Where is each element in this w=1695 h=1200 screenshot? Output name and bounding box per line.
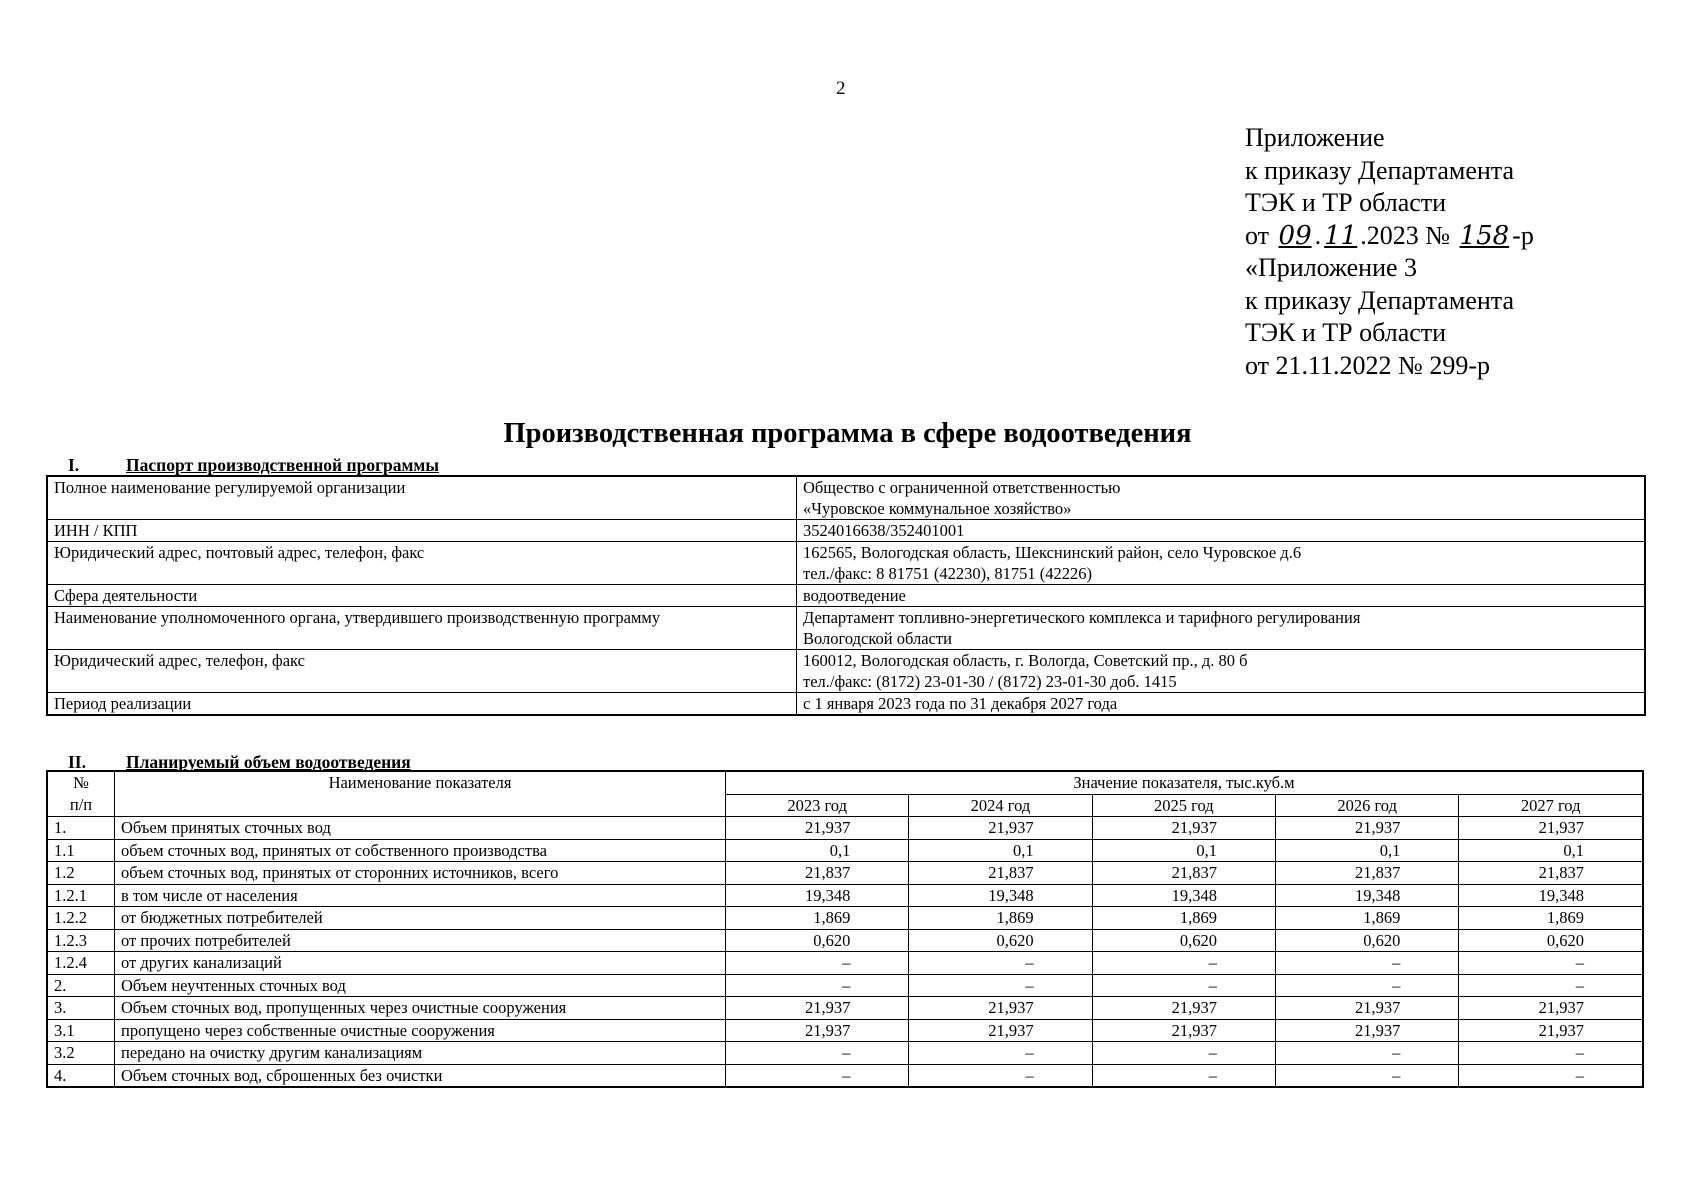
value-cell: 21,937 xyxy=(1092,817,1275,840)
value-cell: – xyxy=(726,952,909,975)
year-header: 2026 год xyxy=(1275,794,1458,817)
passport-value-line: с 1 января 2023 года по 31 декабря 2027 года xyxy=(803,694,1118,713)
value-cell: – xyxy=(909,1064,1092,1087)
passport-row xyxy=(47,520,1645,542)
value-cell: – xyxy=(726,1042,909,1065)
value-cell: – xyxy=(1275,974,1458,997)
passport-value xyxy=(797,693,1646,716)
col-header-no-line: № xyxy=(73,773,89,792)
value-cell: 21,937 xyxy=(1275,1019,1458,1042)
order-month-handwritten: 11 xyxy=(1324,220,1358,251)
appendix-header xyxy=(1245,122,1534,382)
volume-table xyxy=(46,770,1644,1088)
value-cell: 21,937 xyxy=(909,1019,1092,1042)
volume-row xyxy=(47,974,1643,997)
value-cell: – xyxy=(1459,1064,1643,1087)
value-cell: 21,937 xyxy=(909,817,1092,840)
indicator-name: передано на очистку другим канализациям xyxy=(115,1042,726,1065)
passport-row xyxy=(47,476,1645,520)
page-number: 2 xyxy=(836,78,846,99)
value-cell: 1,869 xyxy=(1275,907,1458,930)
section-number: II. xyxy=(68,752,86,772)
appendix-line: к приказу Департамента xyxy=(1245,155,1515,185)
value-cell: – xyxy=(1275,1064,1458,1087)
passport-value-line: водоотведение xyxy=(803,586,906,605)
value-cell: 21,937 xyxy=(909,997,1092,1020)
indicator-name: в том числе от населения xyxy=(115,884,726,907)
value-cell: 21,937 xyxy=(1459,997,1643,1020)
passport-row xyxy=(47,542,1645,585)
value-cell: 0,1 xyxy=(1275,839,1458,862)
value-cell: – xyxy=(909,1042,1092,1065)
value-cell: 19,348 xyxy=(1275,884,1458,907)
passport-value xyxy=(797,585,1646,607)
value-cell: – xyxy=(1092,974,1275,997)
appendix-line: ТЭК и ТР области xyxy=(1245,318,1447,347)
section-title: Паспорт производственной программы xyxy=(126,455,440,475)
indicator-name: Объем принятых сточных вод xyxy=(115,817,726,840)
value-cell: – xyxy=(726,1064,909,1087)
order-suffix: -р xyxy=(1512,220,1534,250)
passport-row xyxy=(47,650,1645,693)
passport-value-line: тел./факс: 8 81751 (42230), 81751 (42226) xyxy=(803,564,1092,583)
passport-value xyxy=(797,542,1646,585)
indicator-name: пропущено через собственные очистные сооружения xyxy=(115,1019,726,1042)
value-cell: 0,1 xyxy=(1459,839,1643,862)
volume-row xyxy=(47,862,1643,885)
passport-table xyxy=(46,475,1646,716)
passport-value xyxy=(797,520,1646,542)
passport-row xyxy=(47,607,1645,650)
value-cell: – xyxy=(909,952,1092,975)
value-cell: – xyxy=(1459,952,1643,975)
appendix-order-line xyxy=(1245,220,1534,253)
volume-row xyxy=(47,997,1643,1020)
col-header-no xyxy=(47,771,115,817)
row-number: 1.2.3 xyxy=(47,929,115,952)
year-header: 2023 год xyxy=(726,794,909,817)
appendix-line: от 21.11.2022 № 299-р xyxy=(1245,350,1491,380)
indicator-name: Объем сточных вод, сброшенных без очистки xyxy=(115,1064,726,1087)
row-number: 1.2 xyxy=(47,862,115,885)
value-cell: – xyxy=(1275,1042,1458,1065)
value-cell: 0,620 xyxy=(1459,929,1643,952)
row-number: 3. xyxy=(47,997,115,1020)
indicator-name: объем сточных вод, принятых от сторонних источников, всего xyxy=(115,862,726,885)
value-cell: 0,1 xyxy=(726,839,909,862)
order-year-number: .2023 № xyxy=(1360,220,1451,250)
value-cell: 0,620 xyxy=(726,929,909,952)
passport-label: ИНН / КПП xyxy=(47,520,797,542)
row-number: 3.1 xyxy=(47,1019,115,1042)
value-cell: 0,1 xyxy=(909,839,1092,862)
value-cell: – xyxy=(909,974,1092,997)
indicator-name: от прочих потребителей xyxy=(115,929,726,952)
volume-row xyxy=(47,952,1643,975)
row-number: 3.2 xyxy=(47,1042,115,1065)
value-cell: – xyxy=(726,974,909,997)
order-number-handwritten: 158 xyxy=(1459,220,1510,251)
year-header: 2025 год xyxy=(1092,794,1275,817)
volume-row xyxy=(47,1042,1643,1065)
passport-row xyxy=(47,585,1645,607)
value-cell: 21,937 xyxy=(1459,1019,1643,1042)
value-cell: 0,620 xyxy=(909,929,1092,952)
passport-label: Юридический адрес, телефон, факс xyxy=(47,650,797,693)
value-cell: 19,348 xyxy=(1092,884,1275,907)
section-heading-passport xyxy=(68,455,439,476)
value-cell: 1,869 xyxy=(909,907,1092,930)
row-number: 1.2.1 xyxy=(47,884,115,907)
value-cell: 21,937 xyxy=(1275,817,1458,840)
value-cell: – xyxy=(1092,952,1275,975)
passport-value xyxy=(797,650,1646,693)
passport-label: Период реализации xyxy=(47,693,797,716)
row-number: 2. xyxy=(47,974,115,997)
volume-row xyxy=(47,929,1643,952)
order-prefix: от xyxy=(1245,220,1270,250)
row-number: 1.2.4 xyxy=(47,952,115,975)
value-cell: 21,937 xyxy=(1092,997,1275,1020)
section-title: Планируемый объем водоотведения xyxy=(126,752,411,772)
value-cell: 1,869 xyxy=(1092,907,1275,930)
value-cell: 0,620 xyxy=(1275,929,1458,952)
value-cell: 21,837 xyxy=(1092,862,1275,885)
passport-label: Наименование уполномоченного органа, утвердившего производственную программу xyxy=(47,607,797,650)
volume-row xyxy=(47,839,1643,862)
value-cell: 21,837 xyxy=(909,862,1092,885)
passport-value-line: «Чуровское коммунальное хозяйство» xyxy=(803,499,1072,518)
value-cell: – xyxy=(1092,1064,1275,1087)
indicator-name: Объем сточных вод, пропущенных через очистные сооружения xyxy=(115,997,726,1020)
passport-value-line: Департамент топливно-энергетического комплекса и тарифного регулирования xyxy=(803,608,1361,627)
value-cell: 1,869 xyxy=(1459,907,1643,930)
passport-value xyxy=(797,476,1646,520)
col-header-no-line: п/п xyxy=(69,794,93,814)
passport-label: Юридический адрес, почтовый адрес, телефон, факс xyxy=(47,542,797,585)
passport-value-line: Вологодской области xyxy=(803,629,952,648)
col-header-name: Наименование показателя xyxy=(115,771,726,817)
value-cell: 21,837 xyxy=(1275,862,1458,885)
value-cell: 19,348 xyxy=(1459,884,1643,907)
value-cell: 19,348 xyxy=(726,884,909,907)
order-dot: . xyxy=(1314,220,1322,250)
passport-label: Полное наименование регулируемой организации xyxy=(47,476,797,520)
order-day-handwritten: 09 xyxy=(1278,220,1312,251)
passport-label: Сфера деятельности xyxy=(47,585,797,607)
value-cell: – xyxy=(1459,1042,1643,1065)
volume-header-row xyxy=(47,771,1643,794)
year-header: 2024 год xyxy=(909,794,1092,817)
value-cell: 21,937 xyxy=(1459,817,1643,840)
col-header-value: Значение показателя, тыс.куб.м xyxy=(726,771,1644,794)
passport-value-line: Общество с ограниченной ответственностью xyxy=(803,478,1121,497)
value-cell: 21,937 xyxy=(726,1019,909,1042)
year-header: 2027 год xyxy=(1459,794,1643,817)
indicator-name: от бюджетных потребителей xyxy=(115,907,726,930)
value-cell: 21,937 xyxy=(1092,1019,1275,1042)
value-cell: 21,937 xyxy=(726,817,909,840)
passport-value-line: 160012, Вологодская область, г. Вологда, Советский пр., д. 80 б xyxy=(803,651,1248,670)
volume-row xyxy=(47,884,1643,907)
value-cell: 21,837 xyxy=(726,862,909,885)
passport-value-line: тел./факс: (8172) 23-01-30 / (8172) 23-01-30 доб. 1415 xyxy=(803,672,1177,691)
value-cell: – xyxy=(1275,952,1458,975)
indicator-name: объем сточных вод, принятых от собственного производства xyxy=(115,839,726,862)
row-number: 1.1 xyxy=(47,839,115,862)
value-cell: 19,348 xyxy=(909,884,1092,907)
section-number: I. xyxy=(68,455,80,475)
passport-row xyxy=(47,693,1645,716)
document-title: Производственная программа в сфере водоотведения xyxy=(503,418,1192,449)
passport-value xyxy=(797,607,1646,650)
value-cell: 21,837 xyxy=(1459,862,1643,885)
volume-row xyxy=(47,1019,1643,1042)
row-number: 1. xyxy=(47,817,115,840)
value-cell: – xyxy=(1459,974,1643,997)
value-cell: 0,620 xyxy=(1092,929,1275,952)
value-cell: – xyxy=(1092,1042,1275,1065)
value-cell: 0,1 xyxy=(1092,839,1275,862)
value-cell: 21,937 xyxy=(726,997,909,1020)
row-number: 4. xyxy=(47,1064,115,1087)
volume-row xyxy=(47,1064,1643,1087)
value-cell: 1,869 xyxy=(726,907,909,930)
passport-value-line: 3524016638/352401001 xyxy=(803,521,965,540)
row-number: 1.2.2 xyxy=(47,907,115,930)
appendix-line: «Приложение 3 xyxy=(1245,253,1418,282)
indicator-name: от других канализаций xyxy=(115,952,726,975)
appendix-line: ТЭК и ТР области xyxy=(1245,188,1447,217)
volume-row xyxy=(47,907,1643,930)
indicator-name: Объем неучтенных сточных вод xyxy=(115,974,726,997)
appendix-line: к приказу Департамента xyxy=(1245,285,1515,315)
volume-row xyxy=(47,817,1643,840)
value-cell: 21,937 xyxy=(1275,997,1458,1020)
passport-value-line: 162565, Вологодская область, Шекснинский район, село Чуровское д.6 xyxy=(803,543,1302,562)
appendix-line: Приложение xyxy=(1245,123,1385,152)
